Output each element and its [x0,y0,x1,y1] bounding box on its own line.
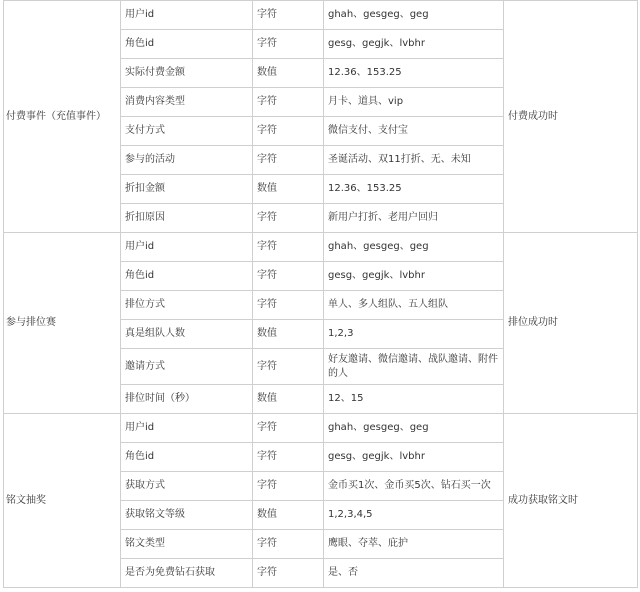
data-type-cell: 字符 [253,88,324,117]
example-value-cell: 12.36、153.25 [324,175,504,204]
data-type-cell: 字符 [253,262,324,291]
field-name-cell: 真是组队人数 [121,320,253,349]
field-name-cell: 支付方式 [121,117,253,146]
trigger-time-cell: 排位成功时 [504,233,638,414]
field-name-cell: 消费内容类型 [121,88,253,117]
example-value-cell: 好友邀请、微信邀请、战队邀请、附件的人 [324,349,504,385]
data-type-cell: 字符 [253,349,324,385]
data-type-cell: 字符 [253,30,324,59]
example-value-cell: 1,2,3,4,5 [324,501,504,530]
example-value-cell: gesg、gegjk、lvbhr [324,262,504,291]
example-value-cell: 是、否 [324,559,504,588]
table-body [4,1,638,588]
data-type-cell: 字符 [253,559,324,588]
example-value-cell: gesg、gegjk、lvbhr [324,443,504,472]
example-value-cell: 1,2,3 [324,320,504,349]
data-type-cell: 字符 [253,530,324,559]
data-type-cell: 字符 [253,414,324,443]
example-value-cell: 月卡、道具、vip [324,88,504,117]
data-type-cell: 字符 [253,117,324,146]
example-value-cell: 鹰眼、夺萃、庇护 [324,530,504,559]
data-type-cell: 数值 [253,501,324,530]
field-name-cell: 折扣原因 [121,204,253,233]
data-type-cell: 字符 [253,146,324,175]
data-type-cell: 数值 [253,59,324,88]
example-value-cell: 金币买1次、金币买5次、钻石买一次 [324,472,504,501]
table-row [4,414,638,443]
field-name-cell: 参与的活动 [121,146,253,175]
field-name-cell: 角色id [121,443,253,472]
field-name-cell: 角色id [121,262,253,291]
trigger-time-cell: 成功获取铭文时 [504,414,638,588]
data-type-cell: 字符 [253,204,324,233]
data-type-cell: 数值 [253,320,324,349]
example-value-cell: 单人、多人组队、五人组队 [324,291,504,320]
example-value-cell: ghah、gesgeg、geg [324,1,504,30]
field-name-cell: 获取方式 [121,472,253,501]
data-type-cell: 数值 [253,175,324,204]
event-tracking-table [3,0,638,588]
data-type-cell: 字符 [253,1,324,30]
trigger-time-cell: 付费成功时 [504,1,638,233]
event-name-cell: 付费事件（充值事件） [4,1,121,233]
data-type-cell: 字符 [253,233,324,262]
table-row [4,1,638,30]
field-name-cell: 排位时间（秒） [121,385,253,414]
field-name-cell: 邀请方式 [121,349,253,385]
field-name-cell: 是否为免费钻石获取 [121,559,253,588]
example-value-cell: 圣诞活动、双11打折、无、未知 [324,146,504,175]
event-name-cell: 铭文抽奖 [4,414,121,588]
data-type-cell: 字符 [253,291,324,320]
example-value-cell: 微信支付、支付宝 [324,117,504,146]
field-name-cell: 用户id [121,1,253,30]
example-value-cell: 12.36、153.25 [324,59,504,88]
example-value-cell: gesg、gegjk、lvbhr [324,30,504,59]
table-row [4,233,638,262]
example-value-cell: 新用户打折、老用户回归 [324,204,504,233]
field-name-cell: 折扣金额 [121,175,253,204]
data-type-cell: 数值 [253,385,324,414]
field-name-cell: 获取铭文等级 [121,501,253,530]
example-value-cell: 12、15 [324,385,504,414]
field-name-cell: 铭文类型 [121,530,253,559]
data-type-cell: 字符 [253,472,324,501]
field-name-cell: 实际付费金额 [121,59,253,88]
field-name-cell: 角色id [121,30,253,59]
example-value-cell: ghah、gesgeg、geg [324,233,504,262]
field-name-cell: 用户id [121,233,253,262]
event-name-cell: 参与排位赛 [4,233,121,414]
field-name-cell: 排位方式 [121,291,253,320]
data-type-cell: 字符 [253,443,324,472]
field-name-cell: 用户id [121,414,253,443]
example-value-cell: ghah、gesgeg、geg [324,414,504,443]
